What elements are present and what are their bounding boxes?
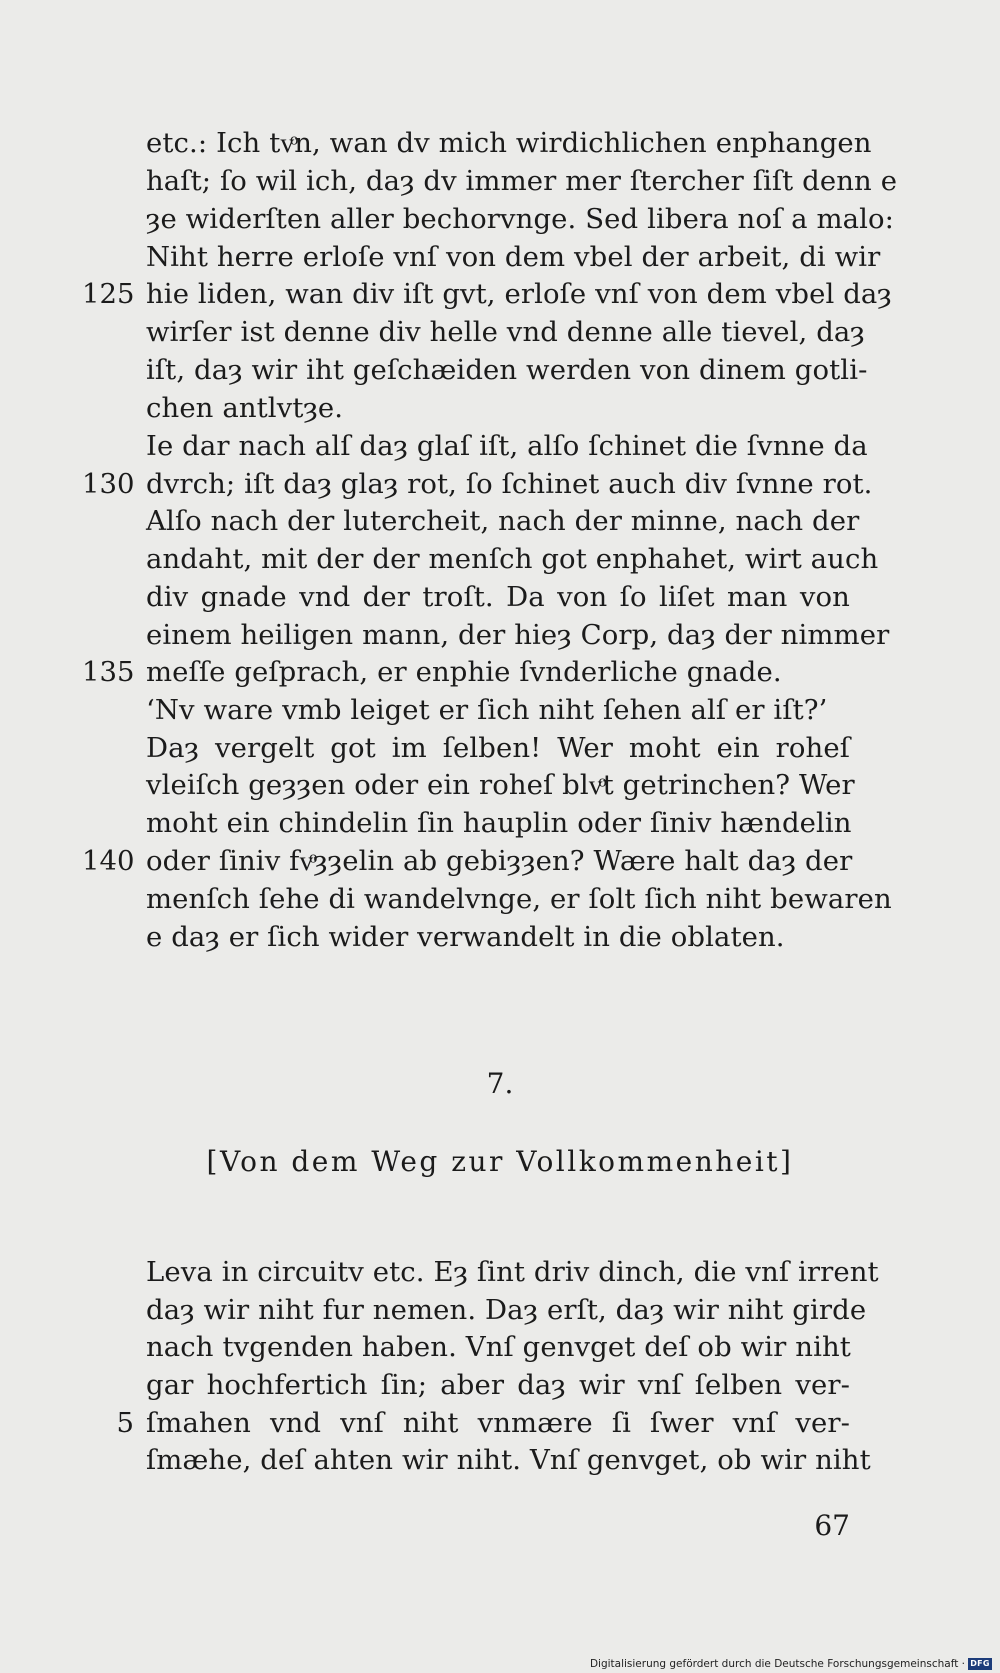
text-line: Niht herre erloſe vnſ von dem vbel der arbeit, di wir (146, 241, 881, 273)
text-line: ſmæhe, deſ ahten wir niht. Vnſ genvget, ob wir niht (146, 1444, 871, 1476)
text-line: wirſer ist denne div helle vnd denne alle tievel, daȝ (146, 316, 865, 348)
section-number: 7. (486, 1067, 514, 1100)
text-line: e daȝ er ſich wider verwandelt in die oblaten. (146, 921, 785, 953)
text-line: Daȝ vergelt got im ſelben! Wer moht ein roheſ (146, 732, 850, 764)
text-line: ſmahen vnd vnſ niht vnmære ſi ſwer vnſ ver- (146, 1407, 850, 1439)
dfg-logo: DFG (968, 1658, 992, 1670)
line-number: 5 (116, 1407, 134, 1439)
line-number: 125 (82, 278, 135, 310)
text-line: Ie dar nach alſ daȝ glaſ iſt, alſo ſchinet die ſvnne da (146, 430, 868, 462)
text-line: Leva in circuitv etc. Eȝ ſint driv dinch, die vnſ irrent (146, 1256, 879, 1288)
text-line: oder ſiniv fvͦȝȝelin ab gebiȝȝen? Wære halt daȝ der (146, 845, 853, 877)
text-line: Alſo nach der lutercheit, nach der minne, nach der (146, 505, 860, 537)
text-line: moht ein chindelin ſin hauplin oder ſiniv hændelin (146, 807, 852, 839)
text-line: chen antlvtȝe. (146, 392, 344, 424)
digitization-credit (590, 1657, 992, 1671)
text-line: hie liden, wan div iſt gvt, erloſe vnſ von dem vbel daȝ (146, 278, 892, 310)
text-line: div gnade vnd der troſt. Da von ſo liſet man von (146, 581, 850, 613)
text-line: nach tvgenden haben. Vnſ genvget deſ ob wir niht (146, 1331, 851, 1363)
text-line: daȝ wir niht fur nemen. Daȝ erſt, daȝ wir niht girde (146, 1294, 867, 1326)
text-line: ‘Nv ware vmb leiget er ſich niht ſehen alſ er iſt?’ (146, 694, 828, 726)
text-line: einem heiligen mann, der hieȝ Corp, daȝ der nimmer (146, 619, 890, 651)
text-line: menſch ſehe di wandelvnge, er ſolt ſich niht bewaren (146, 883, 892, 915)
credit-text: Digitalisierung gefördert durch die Deutsche Forschungsgemeinschaft · (589, 1658, 965, 1670)
text-line: meſſe geſprach, er enphie ſvnderliche gnade. (146, 656, 782, 688)
text-line: etc.: Ich tvͦn, wan dv mich wirdichlichen enphangen (146, 127, 872, 159)
text-line: ȝe widerſten aller bechorvnge. Sed libera noſ a malo: (146, 203, 895, 235)
line-number: 140 (82, 845, 135, 877)
text-line: gar hochfertich ſin; aber daȝ wir vnſ ſelben ver- (146, 1369, 850, 1401)
text-line: haſt; ſo wil ich, daȝ dv immer mer ſtercher ſiſt denn e (146, 165, 898, 197)
text-line: andaht, mit der der menſch got enphahet, wirt auch (146, 543, 879, 575)
text-line: dvrch; iſt daȝ glaȝ rot, ſo ſchinet auch div ſvnne rot. (146, 468, 873, 500)
text-line: vleiſch geȝȝen oder ein roheſ blvͦt getrinchen? Wer (146, 769, 855, 801)
section-title: [Von dem Weg zur Vollkommenheit] (206, 1145, 794, 1178)
line-number: 135 (82, 656, 135, 688)
text-line: iſt, daȝ wir iht geſchæiden werden von dinem gotli- (146, 354, 868, 386)
page-number: 67 (814, 1509, 850, 1542)
line-number: 130 (82, 468, 135, 500)
